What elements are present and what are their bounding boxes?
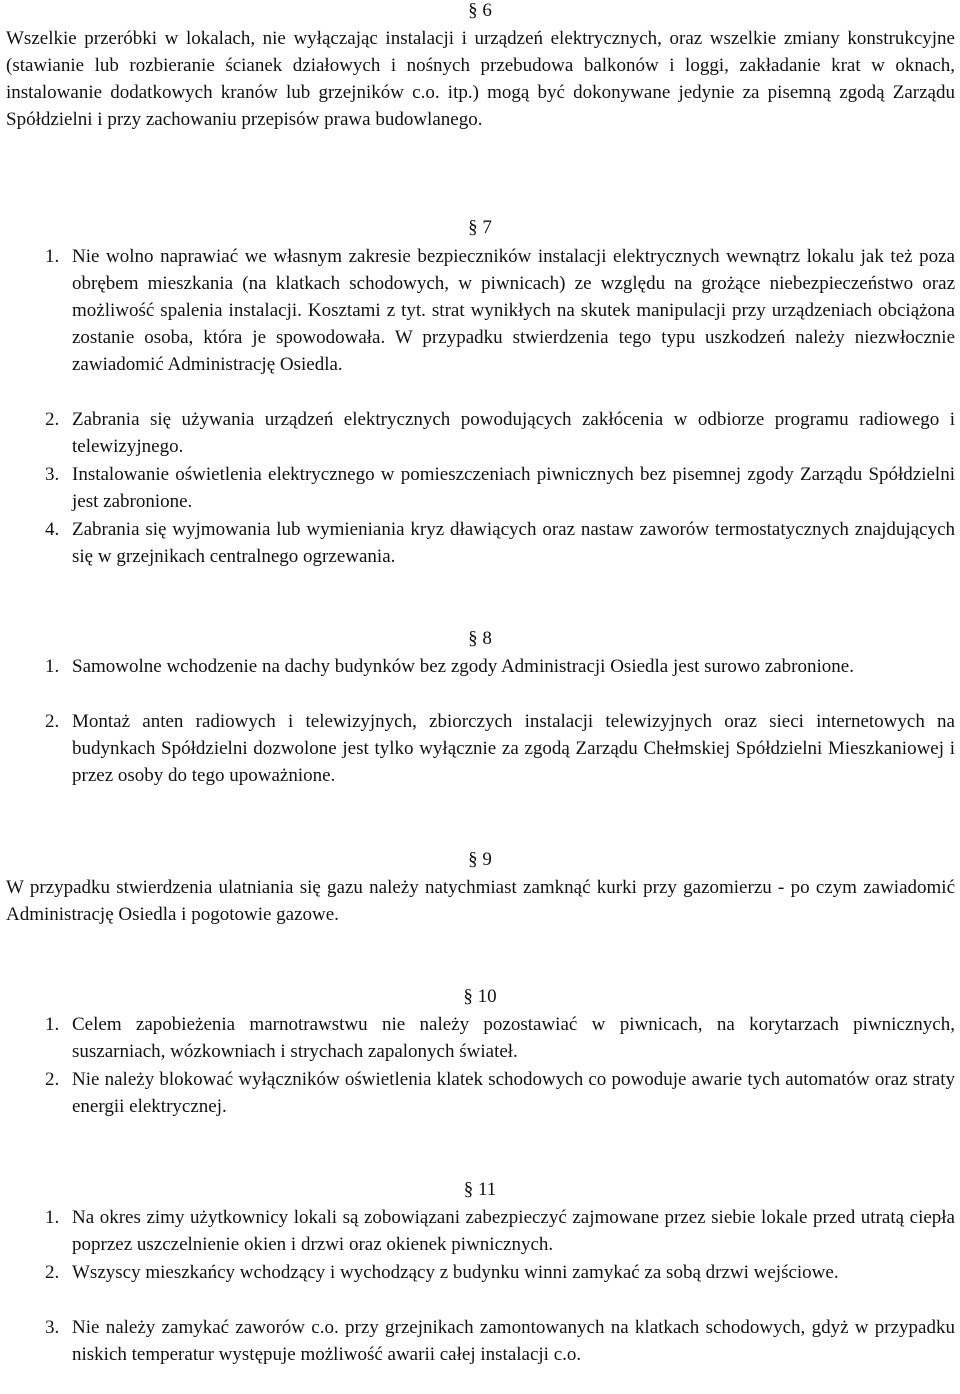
item-text: Nie należy zamykać zaworów c.o. przy grzejnikach zamontowanych na klatkach schodowych, gdyż w przypadku niskich temperatur występuje możliwość awarii całej instalacji c.o. xyxy=(72,1317,955,1365)
item-number: 2. xyxy=(45,1069,60,1090)
item-number: 2. xyxy=(45,1262,60,1283)
section-heading-8: § 8 xyxy=(468,628,492,649)
section-11-item-2 xyxy=(45,1259,955,1286)
section-10-item-2 xyxy=(45,1066,955,1120)
section-7-item-3 xyxy=(45,461,955,515)
item-text: Zabrania się wyjmowania lub wymieniania kryz dławiących oraz nastaw zaworów termostatycznych znajdujących się w grzejnikach centralnego ogrzewania. xyxy=(72,519,955,567)
item-text: Wszyscy mieszkańcy wchodzący i wychodzący z budynku winni zamykać za sobą drzwi wejściowe. xyxy=(72,1262,839,1283)
item-number: 1. xyxy=(45,1014,60,1035)
item-number: 1. xyxy=(45,656,60,677)
section-heading-10: § 10 xyxy=(463,986,497,1007)
section-7-item-1 xyxy=(45,243,955,378)
item-text: Celem zapobieżenia marnotrawstwu nie należy pozostawiać w piwnicach, na korytarzach piwnicznych, suszarniach, wózkowniach i strychach zapalonych świateł. xyxy=(72,1014,955,1062)
section-6-paragraph: Wszelkie przeróbki w lokalach, nie wyłączając instalacji i urządzeń elektrycznych, oraz wszelkie zmiany konstrukcyjne (stawianie lub rozbieranie ścianek działowych i nośnych przebudowa balkonów i loggi, zakładanie krat w oknach, instalowanie dodatkowych kranów lub grzejników c.o. itp.) mogą być dokonywane jedynie za pisemną zgodą Zarządu Spółdzielni i przy zachowaniu przepisów prawa budowlanego. xyxy=(6,28,955,130)
item-text: Nie należy blokować wyłączników oświetlenia klatek schodowych co powoduje awarie tych automatów oraz straty energii elektrycznej. xyxy=(72,1069,955,1117)
section-7-item-2 xyxy=(45,406,955,460)
section-11-item-3 xyxy=(45,1314,955,1368)
item-text: Samowolne wchodzenie na dachy budynków bez zgody Administracji Osiedla jest surowo zabronione. xyxy=(72,656,854,677)
item-number: 2. xyxy=(45,711,60,732)
section-8-item-1 xyxy=(45,653,955,680)
section-heading-6: § 6 xyxy=(468,0,492,21)
item-number: 3. xyxy=(45,464,60,485)
item-text: Montaż anten radiowych i telewizyjnych, zbiorczych instalacji telewizyjnych oraz sieci internetowych na budynkach Spółdzielni dozwolone jest tylko wyłącznie za zgodą Zarządu Chełmskiej Spółdzielni Mieszkaniowej i przez osoby do tego upoważnione. xyxy=(72,711,955,786)
section-11-item-1 xyxy=(45,1204,955,1258)
item-text: Zabrania się używania urządzeń elektrycznych powodujących zakłócenia w odbiorze programu radiowego i telewizyjnego. xyxy=(72,409,955,457)
item-number: 2. xyxy=(45,409,60,430)
item-text: Nie wolno naprawiać we własnym zakresie bezpieczników instalacji elektrycznych wewnątrz lokalu jak też poza obrębem mieszkania (na klatkach schodowych, w piwnicach) ze względu na grożące niebezpieczeństwo oraz możliwość spalenia instalacji. Kosztami z tyt. strat wynikłych na skutek manipulacji przy urządzeniach obciążona zostanie osoba, która je spowodowała. W przypadku stwierdzenia tego typu uszkodzeń należy niezwłocznie zawiadomić Administrację Osiedla. xyxy=(72,246,955,375)
item-number: 4. xyxy=(45,519,60,540)
section-9-paragraph: W przypadku stwierdzenia ulatniania się gazu należy natychmiast zamknąć kurki przy gazomierzu - po czym zawiadomić Administrację Osiedla i pogotowie gazowe. xyxy=(6,877,955,925)
section-heading-9: § 9 xyxy=(468,849,492,870)
section-heading-11: § 11 xyxy=(463,1179,497,1200)
item-number: 1. xyxy=(45,246,60,267)
section-10-item-1 xyxy=(45,1011,955,1065)
section-heading-7: § 7 xyxy=(468,217,492,238)
section-8-item-2 xyxy=(45,708,955,789)
item-number: 1. xyxy=(45,1207,60,1228)
item-text: Na okres zimy użytkownicy lokali są zobowiązani zabezpieczyć zajmowane przez siebie lokale przed utratą ciepła poprzez uszczelnienie okien i drzwi oraz okienek piwnicznych. xyxy=(72,1207,955,1255)
item-number: 3. xyxy=(45,1317,60,1338)
section-7-item-4 xyxy=(45,516,955,570)
item-text: Instalowanie oświetlenia elektrycznego w pomieszczeniach piwnicznych bez pisemnej zgody Zarządu Spółdzielni jest zabronione. xyxy=(72,464,955,512)
